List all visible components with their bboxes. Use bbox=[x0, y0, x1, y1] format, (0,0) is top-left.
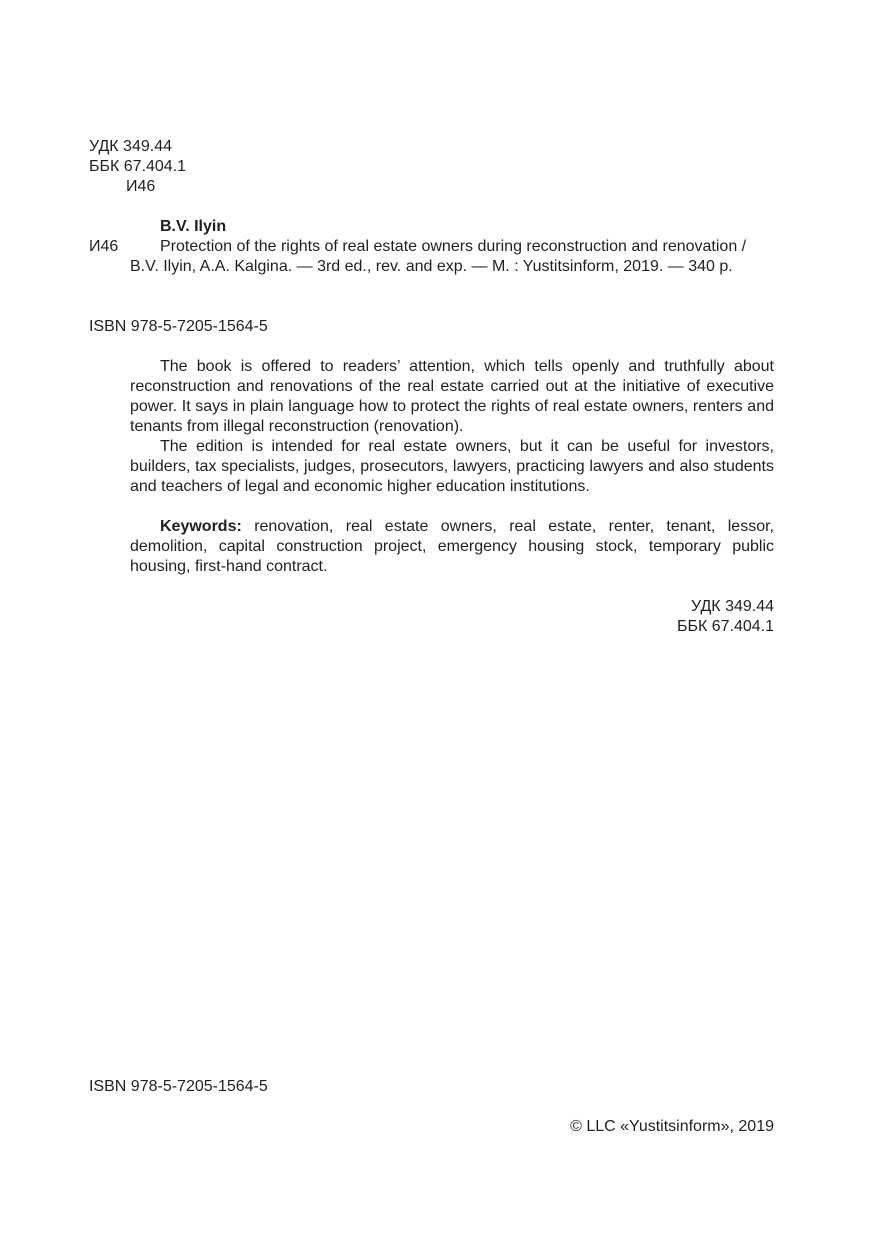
copyright-notice: © LLC «Yustitsinform», 2019 bbox=[570, 1118, 774, 1135]
author-mark: И46 bbox=[126, 178, 156, 195]
abstract-paragraph: The book is offered to readers’ attention, which tells openly and truthfully about reconstruction and renovations of the real estate carried out at the initiative of executive power. It says in plain language how to protect the rights of real estate owners, renters and tenants from illegal reconstruction (renovation). bbox=[130, 358, 774, 435]
isbn-top: ISBN 978-5-7205-1564-5 bbox=[89, 318, 268, 335]
udk-code-right: УДК 349.44 bbox=[691, 598, 774, 615]
isbn-bottom: ISBN 978-5-7205-1564-5 bbox=[89, 1078, 268, 1095]
keywords-label: Keywords: bbox=[160, 518, 242, 535]
classification-right bbox=[677, 597, 774, 637]
author-name: B.V. Ilyin bbox=[160, 218, 227, 235]
entry-description: Protection of the rights of real estate owners during reconstruction and renovation / B.V. Ilyin, A.A. Kalgina. — 3rd ed., rev. and exp. — M. : Yustitsinform, 2019. — 340 p. bbox=[130, 238, 747, 275]
keywords-text: renovation, real estate owners, real estate, renter, tenant, lessor, demolition, capital construction project, emergency housing stock, temporary public housing, first-hand contract. bbox=[130, 518, 774, 575]
entry-code: И46 bbox=[89, 238, 119, 255]
keywords bbox=[130, 517, 774, 577]
bbk-code-right: ББК 67.404.1 bbox=[676, 618, 774, 635]
udk-code: УДК 349.44 bbox=[89, 138, 172, 155]
bbk-code: ББК 67.404.1 bbox=[89, 158, 187, 175]
abstract-paragraph: The edition is intended for real estate owners, but it can be useful for investors, builders, tax specialists, judges, prosecutors, lawyers, practicing lawyers and also students and teachers of legal and economic higher education institutions. bbox=[130, 438, 774, 495]
abstract bbox=[130, 357, 774, 497]
